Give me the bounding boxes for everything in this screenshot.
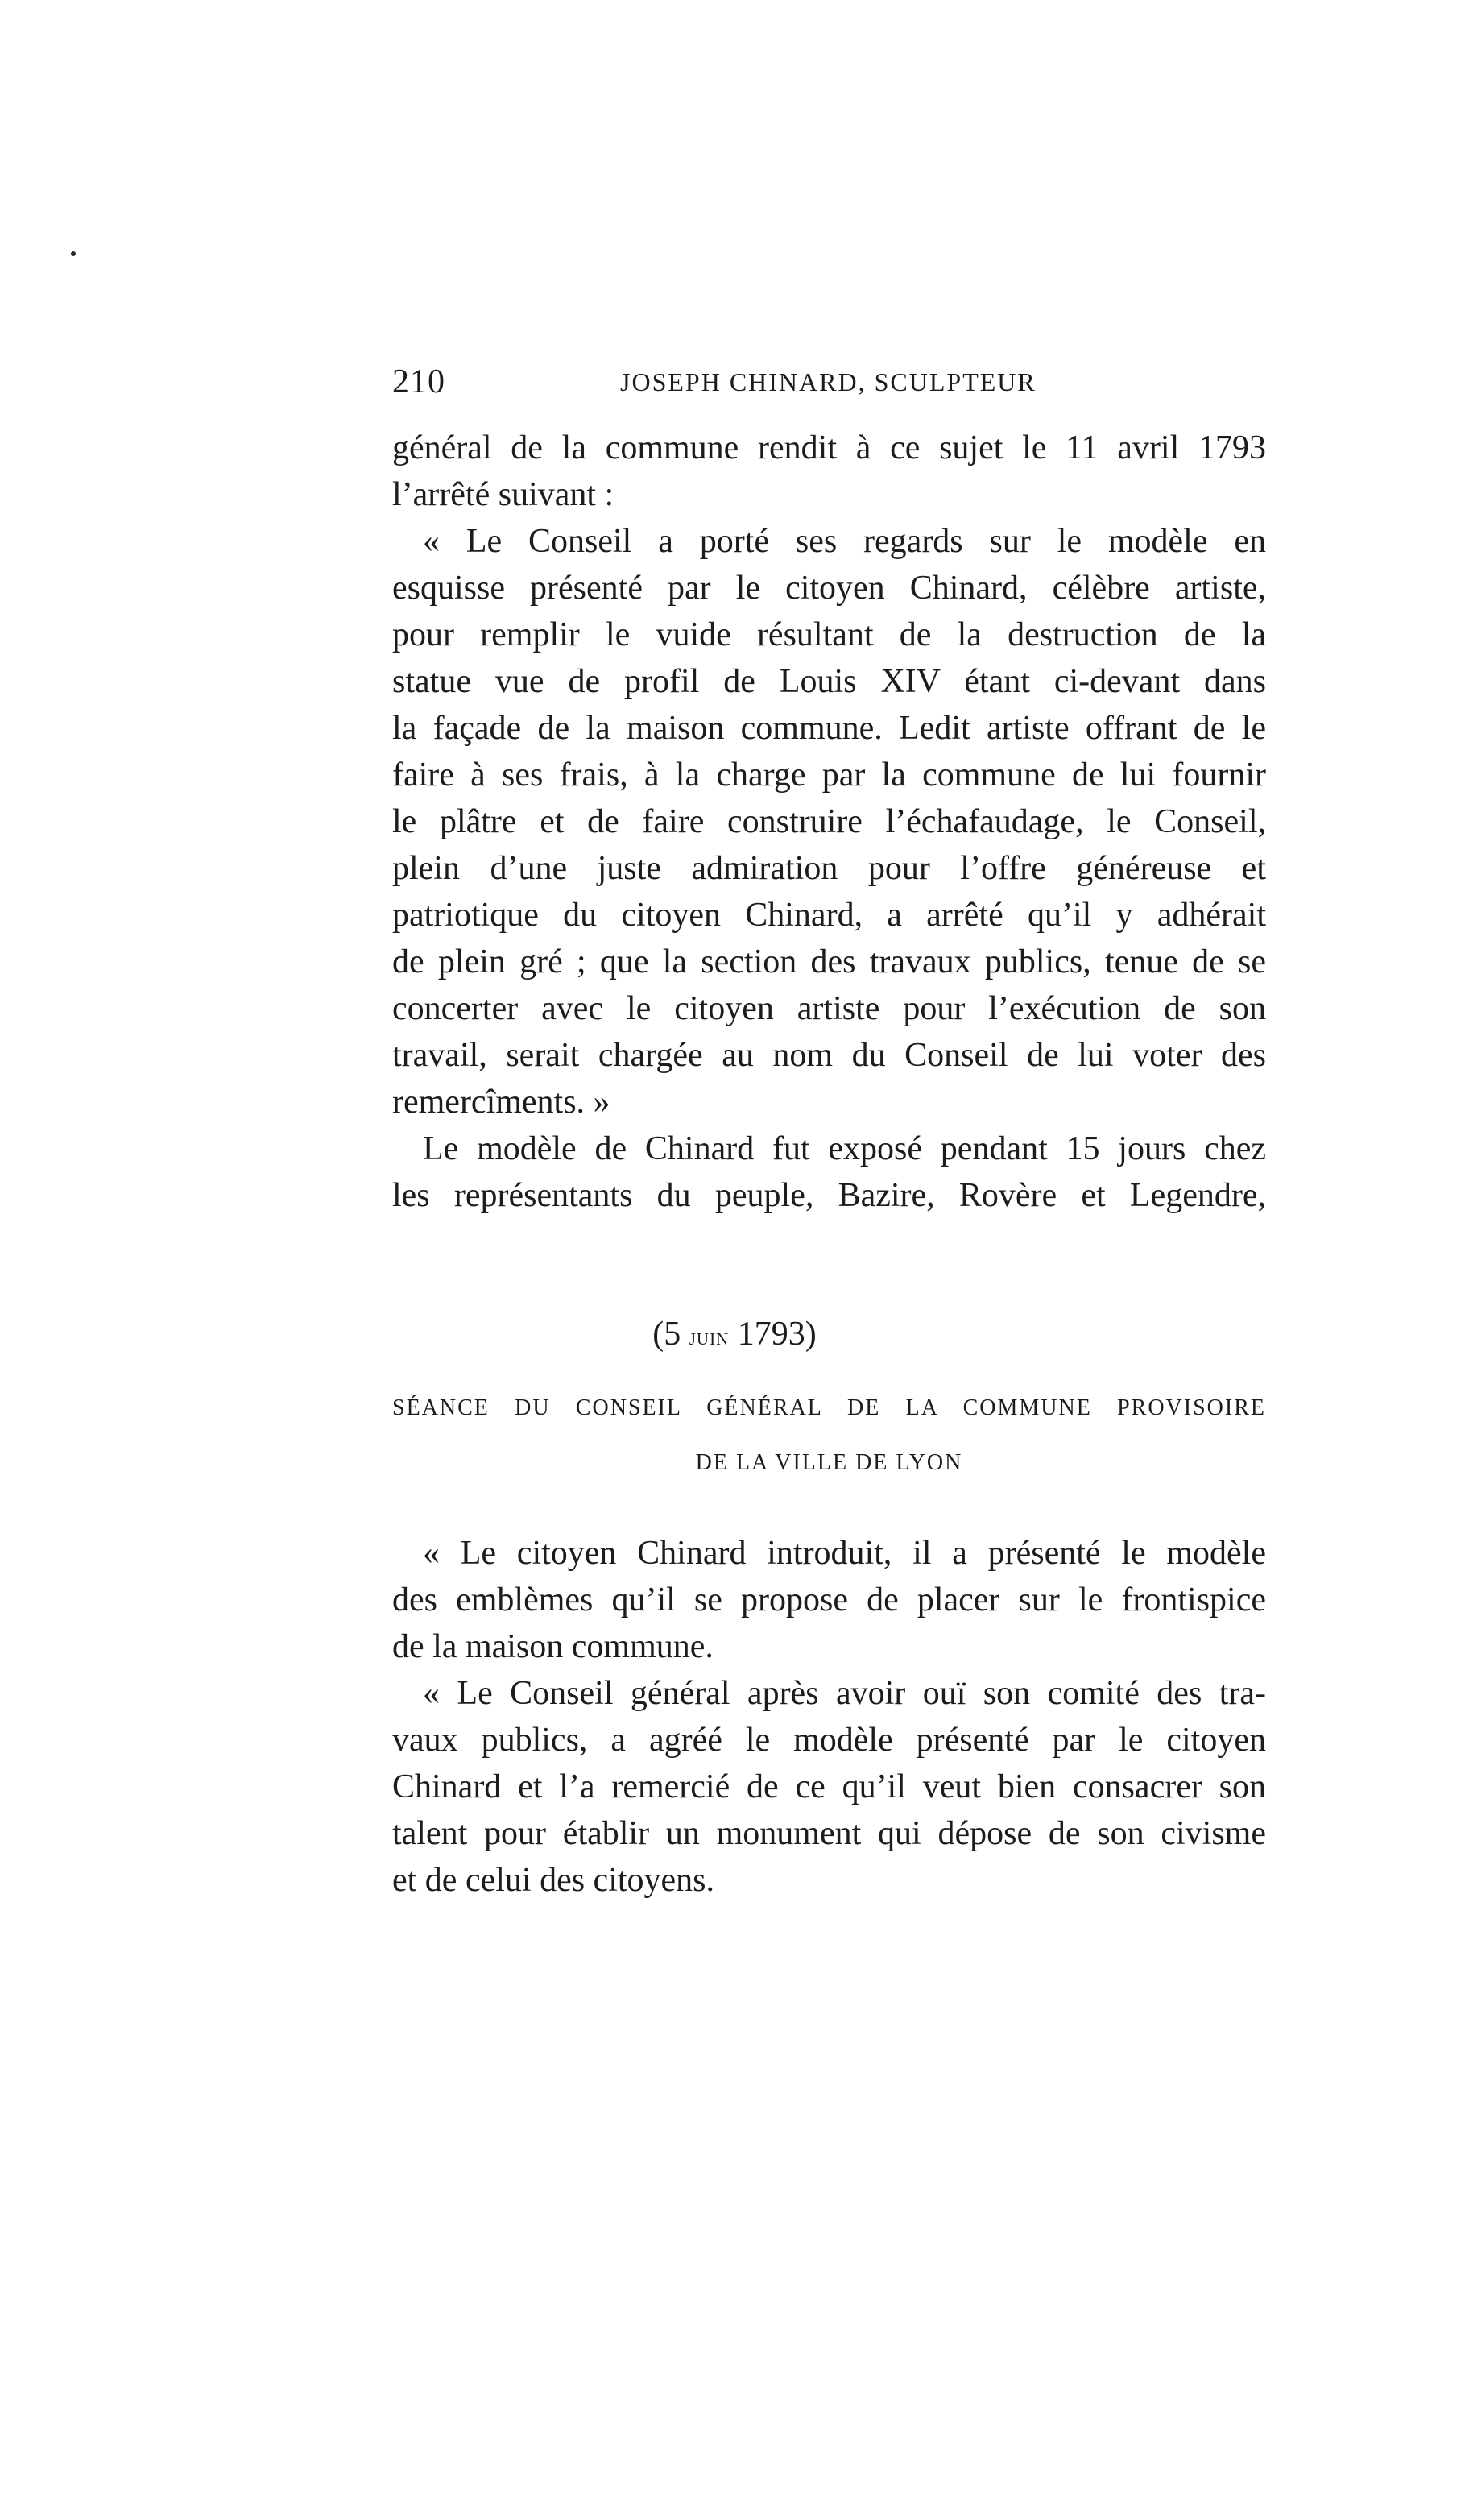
text-line: Chinard et l’a remercié de ce qu’il veut bien consacrer son xyxy=(392,1768,1266,1805)
text-line: patriotique du citoyen Chinard, a arrêté qu’il y adhérait xyxy=(392,897,1266,934)
text-line: remercîments. » xyxy=(392,1084,610,1121)
text-line: talent pour établir un monument qui dépose de son civisme xyxy=(392,1815,1266,1852)
text-line: de la maison commune. xyxy=(392,1628,714,1665)
text-line: les représentants du peuple, Bazire, Rovère et Legendre, xyxy=(392,1177,1266,1214)
text-line: travail, serait chargée au nom du Conseil de lui voter des xyxy=(392,1037,1266,1074)
text-line: « Le Conseil a porté ses regards sur le modèle en xyxy=(423,523,1266,560)
text-line: la façade de la maison commune. Ledit artiste offrant de le xyxy=(392,710,1266,747)
date-month: juin xyxy=(689,1324,730,1350)
print-speck xyxy=(71,251,76,256)
text-line: concerter avec le citoyen artiste pour l’exécution de son xyxy=(392,990,1266,1027)
date-close: 1793) xyxy=(737,1316,817,1353)
text-line: et de celui des citoyens. xyxy=(392,1862,715,1899)
text-line: de plein gré ; que la section des travaux publics, tenue de se xyxy=(392,943,1266,980)
session-date xyxy=(0,1310,1469,1362)
text-line: général de la commune rendit à ce sujet le 11 avril 1793 xyxy=(392,429,1266,466)
session-heading-line-2: DE LA VILLE DE LYON xyxy=(695,1450,963,1475)
text-line: pour remplir le vuide résultant de la destruction de la xyxy=(392,616,1266,653)
text-line: « Le Conseil général après avoir ouï son comité des tra- xyxy=(423,1675,1266,1712)
text-line: « Le citoyen Chinard introduit, il a présenté le modèle xyxy=(423,1535,1266,1572)
running-head xyxy=(392,358,1266,406)
page-number: 210 xyxy=(392,363,445,400)
text-line: le plâtre et de faire construire l’échafaudage, le Conseil, xyxy=(392,803,1266,840)
text-line: plein d’une juste admiration pour l’offre généreuse et xyxy=(392,850,1266,887)
session-heading: SÉANCE DU CONSEIL GÉNÉRAL DE LA COMMUNE PROVISOIRE xyxy=(392,1395,1266,1420)
text-line: des emblèmes qu’il se propose de placer sur le frontispice xyxy=(392,1581,1266,1619)
text-line: l’arrêté suivant : xyxy=(392,476,614,513)
text-line: vaux publics, a agréé le modèle présenté par le citoyen xyxy=(392,1722,1266,1759)
text-line: faire à ses frais, à la charge par la commune de lui fournir xyxy=(392,756,1266,794)
date-open: (5 xyxy=(652,1316,681,1353)
text-line: Le modèle de Chinard fut exposé pendant 15 jours chez xyxy=(423,1130,1266,1167)
running-title: JOSEPH CHINARD, SCULPTEUR xyxy=(620,367,1037,396)
text-line: esquisse présenté par le citoyen Chinard, célèbre artiste, xyxy=(392,570,1266,607)
text-line: statue vue de profil de Louis XIV étant ci-devant dans xyxy=(392,663,1266,700)
